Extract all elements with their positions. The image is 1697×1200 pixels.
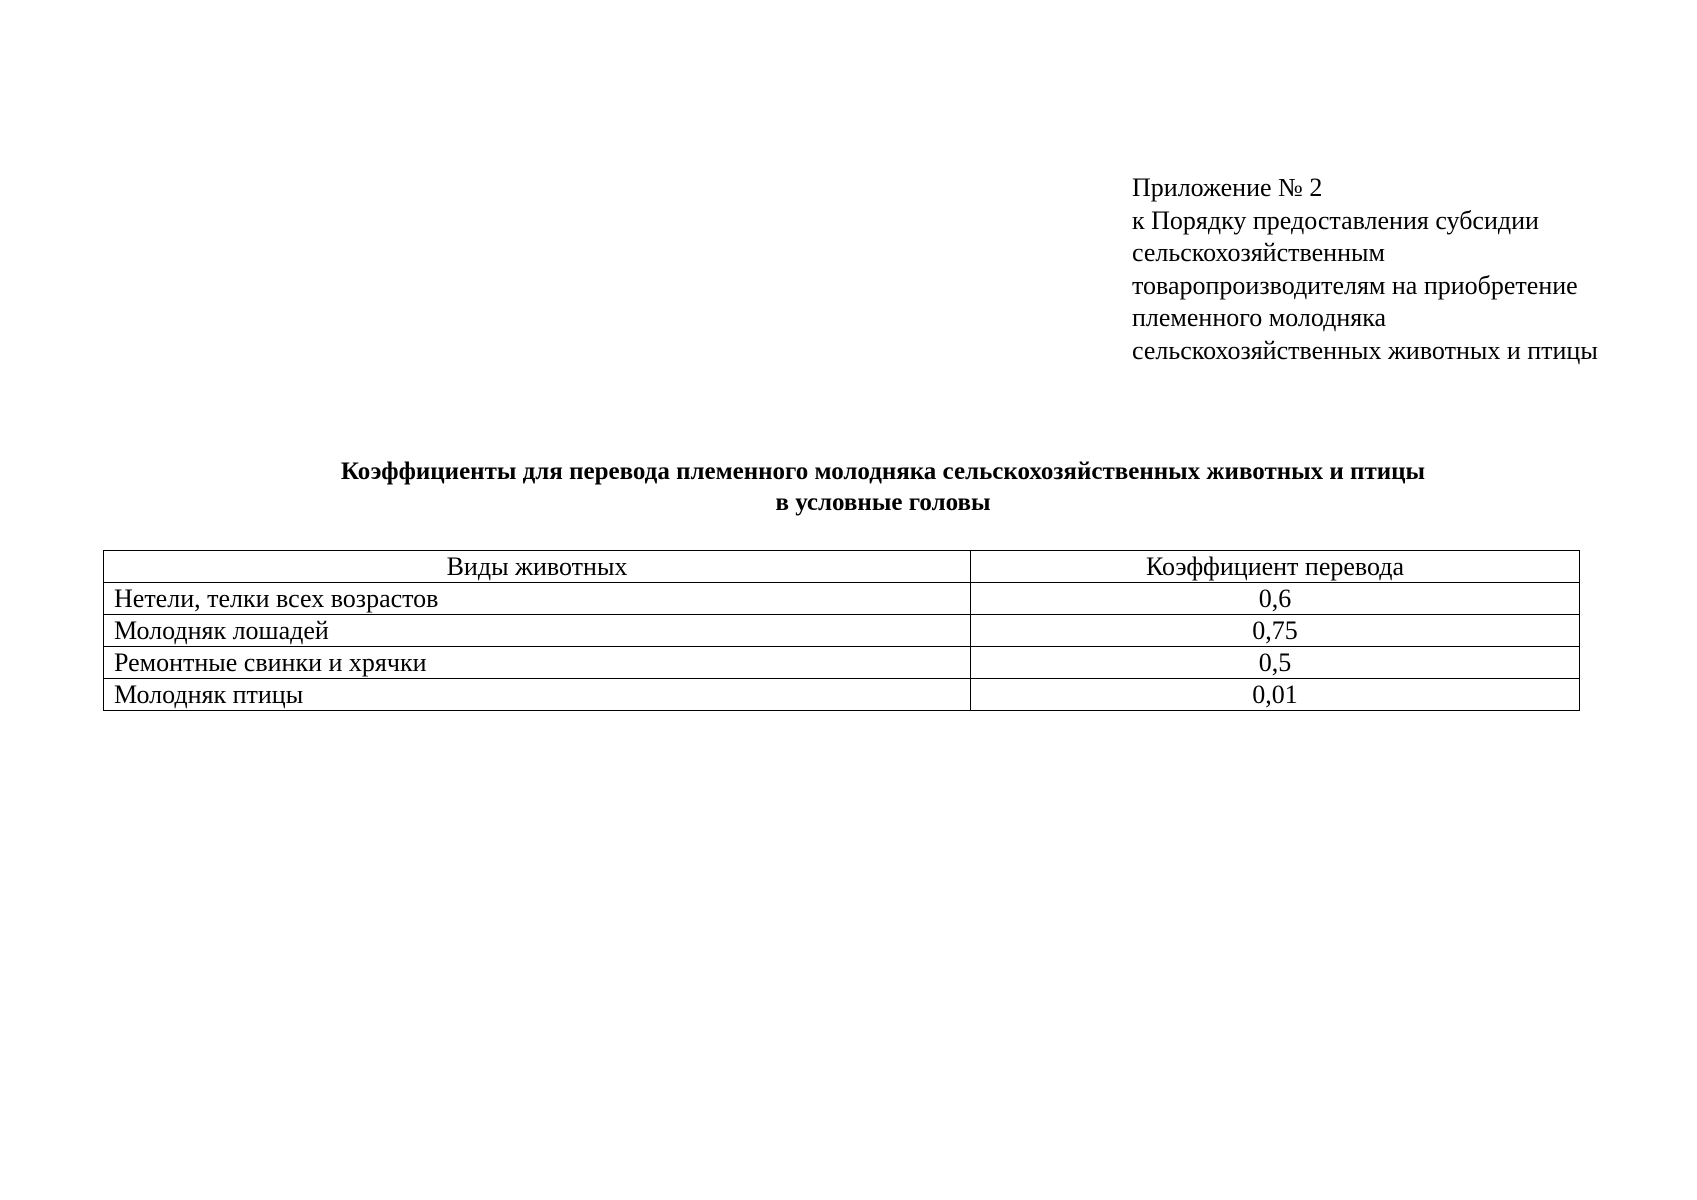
title-line-1: Коэффициенты для перевода племенного молодняка сельскохозяйственных животных и птицы (340, 458, 1426, 485)
appendix-header (1132, 172, 1672, 368)
coefficient-cell: 0,6 (971, 583, 1580, 615)
column-header-coefficient: Коэффициент перевода (971, 551, 1580, 583)
table-header-row (104, 551, 1580, 583)
table-row (104, 615, 1580, 647)
document-title (103, 456, 1663, 518)
appendix-line: к Порядку предоставления субсидии (1132, 205, 1539, 235)
appendix-line: сельскохозяйственных животных и птицы (1132, 335, 1598, 365)
animal-type-cell: Молодняк лошадей (104, 615, 971, 647)
title-line-2: в условные головы (775, 489, 991, 516)
coefficient-cell: 0,75 (971, 615, 1580, 647)
appendix-line: сельскохозяйственным (1132, 238, 1385, 268)
appendix-line: товаропроизводителям на приобретение (1132, 270, 1578, 300)
animal-type-cell: Нетели, телки всех возрастов (104, 583, 971, 615)
coefficient-table (103, 550, 1580, 711)
coefficient-cell: 0,01 (971, 679, 1580, 711)
column-header-animal-type: Виды животных (104, 551, 971, 583)
appendix-line: племенного молодняка (1132, 303, 1386, 333)
coefficient-cell: 0,5 (971, 647, 1580, 679)
table-row (104, 679, 1580, 711)
table-row (104, 647, 1580, 679)
appendix-line: Приложение № 2 (1132, 173, 1323, 202)
animal-type-cell: Молодняк птицы (104, 679, 971, 711)
animal-type-cell: Ремонтные свинки и хрячки (104, 647, 971, 679)
table-row (104, 583, 1580, 615)
